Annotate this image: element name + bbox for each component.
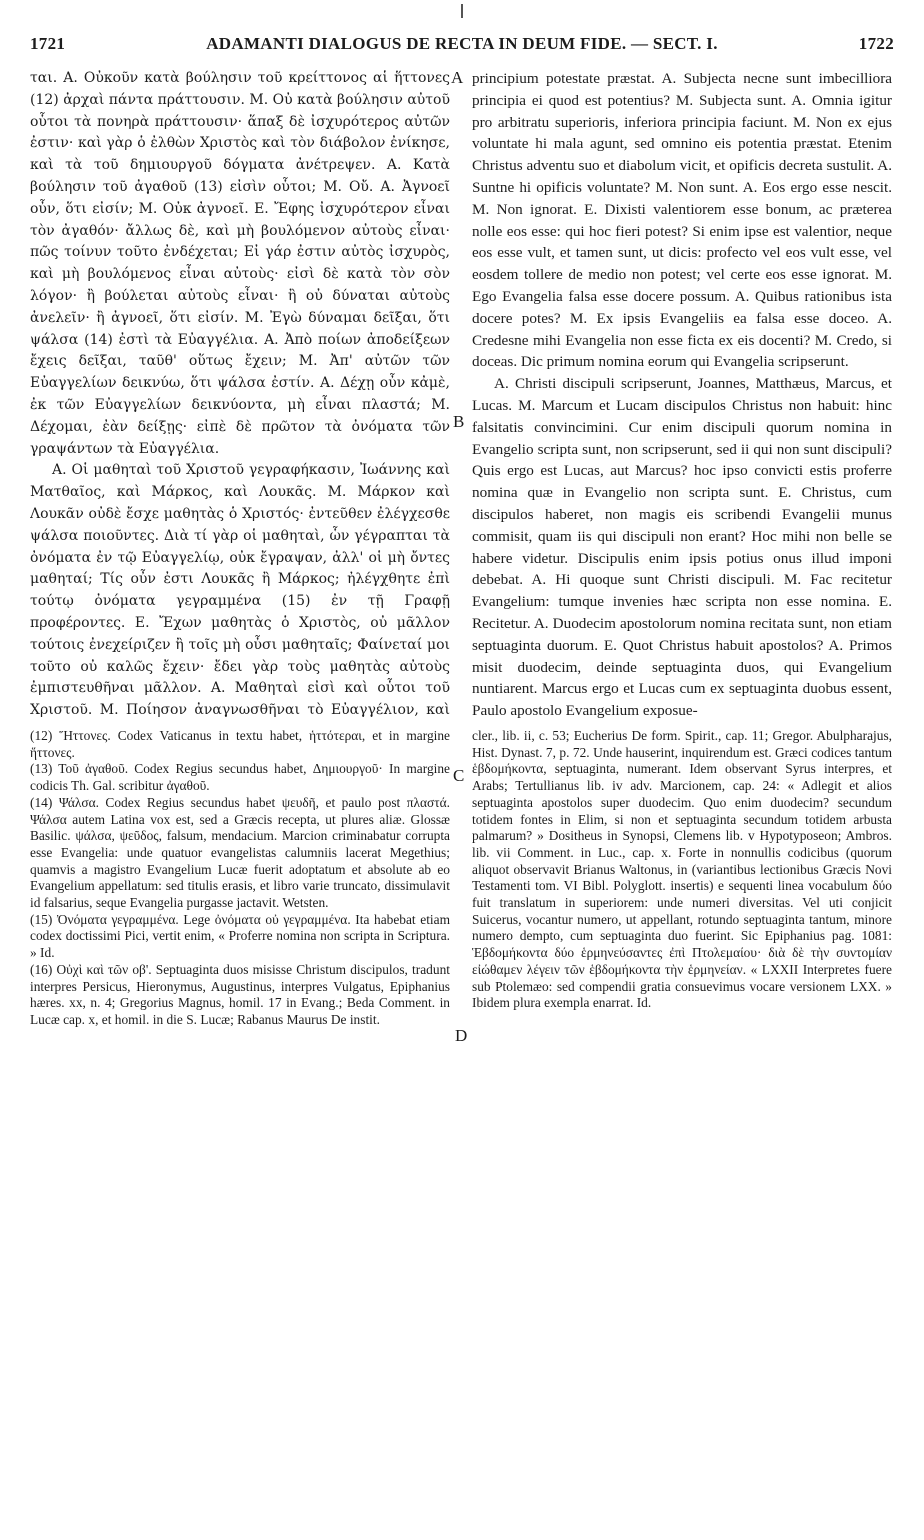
footnotes-right [472,728,892,1528]
margin-letter-b: B [453,412,465,431]
footnote-12: (12) Ἥττονες. Codex Vaticanus in textu habet, ἡττότεραι, et in margine ἥττονες. [30,728,450,760]
footnotes-left [30,728,450,1528]
page-number-left: 1721 [30,34,66,53]
top-rule-mark [461,4,463,18]
running-title: ADAMANTI DIALOGUS DE RECTA IN DEUM FIDE. — SECT. I. [206,34,718,53]
greek-paragraph-2: Α. Οἱ μαθηταὶ τοῦ Χριστοῦ γεγραφήκασιν, Ἰωάννης καὶ Ματθαῖος, καὶ Μάρκος, καὶ Λουκᾶς. Μ. Μάρκον καὶ Λουκᾶν οὐδὲ ἔσχε μαθητὰς ὁ Χριστός· ἐντεῦθεν ἐλέγχεσθε ψάλσα ποιοῦντες. Διὰ τί γὰρ οἱ μαθηταὶ, ὧν γέγραπται τὰ ὀνόματα ἐν τῷ Εὐαγγελίῳ, οὐκ ἔγραψαν, ἀλλ' οἱ μὴ ὄντες μαθηταί; Τίς οὖν ἐστι Λουκᾶς ἢ Μάρκος; ἠλέγχθητε ἐπὶ τούτῳ ὀνόματα γεγραμμένα (15) ἐν τῇ Γραφῇ προφέροντες. Ε. Ἔχων μαθητὰς ὁ Χριστὸς, οὐ μᾶλλον τούτοις ἐνεχείριζεν ἢ τοῖς μὴ οὖσι μαθηταῖς; Φαίνεταί μοι τοῦτο οὐ καλῶς ἔχειν· ἔδει γὰρ τοὺς μαθητὰς αὐτοὺς ἐμπιστευθῆναι μᾶλλον. Α. Μαθηταὶ εἰσὶ καὶ οὗτοι τοῦ Χριστοῦ. Μ. Ποίησον ἀναγνωσθῆναι τὸ Εὐαγγέλιον, καὶ [30,462,450,719]
latin-column [472,68,892,720]
footnote-14: (14) Ψάλσα. Codex Regius secundus habet ψευδῆ, et paulo post πλαστά. Ψάλσα autem Latina vox est, sed a Græcis recepta, ut plures aliæ. Glossæ Basilic. ψάλσα, ψεῦδος, falsum, mendacium. Marcion criminabatur corrupta esse Evangelia: unde quatuor evangelistas calumniis lacerat Megethius; quamvis a magistro Evangelium Lucæ fuerit adoptatum et absolute ab eo Evangelium appellatum: sed titulis erasis, et libro varie truncato, dissimulavit id falsarius, seque Evangelia purgasse jactavit. Wetsten. [30,794,450,911]
margin-letter-a: A [451,68,464,87]
margin-letter-d: D [455,1026,468,1045]
page-number-right: 1722 [858,34,894,53]
running-header [30,34,894,60]
greek-column [30,68,450,720]
footnote-16: (16) Οὐχὶ καὶ τῶν οβ'. Septuaginta duos misisse Christum discipulos, tradunt interpres Persicus, Hieronymus, Augustinus, interpres Vulgatus, Epiphanius hæres. xx, n. 4; Gregorius Magnus, homil. 17 in Evang.; Beda Comment. in Lucæ cap. x, et homil. in die S. Lucæ; Rabanus Maurus De instit. [30,961,450,1027]
margin-letter-c: C [453,766,465,785]
footnote-15: (15) Ὀνόματα γεγραμμένα. Lege ὀνόματα οὐ γεγραμμένα. Ita habebat etiam codex doctissimi Pici, vertit enim, « Proferre nomina non scripta in Scriptura. » Id. [30,911,450,961]
greek-paragraph-1: ται. Α. Οὐκοῦν κατὰ βούλησιν τοῦ κρείττονος αἱ ἥττονες (12) ἀρχαὶ πάντα πράττουσιν. Μ. Οὐ κατὰ βούλησιν αὐτοῦ οὗτοι τὰ πονηρὰ πράττουσιν· ἅπαξ δὲ ἰσχυρότερος αὐτῶν ἐστιν· καὶ γὰρ ὁ ἐλθὼν Χριστὸς καὶ τὸν διάβολον ἐνίκησε, καὶ τὰ τοῦ δημιουργοῦ δόγματα ἀνέτρεψεν. Α. Κατὰ βούλησιν τοῦ ἀγαθοῦ (13) εἰσὶν οὗτοι; Μ. Οὔ. Α. Ἀγνοεῖ οὖν, ὅτι εἰσίν; Μ. Οὐκ ἀγνοεῖ. Ε. Ἔφης ἰσχυρότερον εἶναι τὸν ἀγαθόν· ἄλλως δὲ, καὶ μὴ βουλόμενον αὐτοὺς εἶναι· πῶς τοίνυν τοῦτο ἐνδέχεται; Εἰ γάρ ἐστιν αὐτὸς ἰσχυρὸς, καὶ μὴ βουλόμενος εἶναι αὐτοὺς· εἰσὶ δὲ κατὰ τὸν σὸν λόγον· ἢ βούλεται αὐτοὺς εἶναι· ἢ οὐ δύναται αὐτοὺς ἀνελεῖν· ἢ ἀγνοεῖ, ὅτι εἰσίν. Μ. Ἐγὼ δύναμαι δεῖξαι, ὅτι ψάλσα (14) ἐστὶ τὰ Εὐαγγέλια. Α. Ἀπὸ ποίων ἀποδείξεων ἔχεις δεῖξαι, ταῦθ' οὕτως ἔχειν; Μ. Ἀπ' αὐτῶν τῶν Εὐαγγελίων δεικνύω, ὅτι ψάλσα ἐστίν. Α. Δέχῃ οὖν κἀμὲ, ἐκ τῶν Εὐαγγελίων δεικνύοντα, μὴ εἶναι πλαστά; Μ. Δέχομαι, ἐὰν δείξῃς· εἰπὲ δὲ πρῶτον τὰ ὀνόματα τῶν γραψάντων τὰ Εὐαγγέλια. [30,70,450,457]
footnote-16-continued: cler., lib. ii, c. 53; Eucherius De form. Spirit., cap. 11; Gregor. Abulpharajus, Hist. Dynast. 7, p. 72. Unde hauserint, inquirendum est. Græci codices tantum ἑβδομήκοντα, septuaginta, numerant. Idem observant Syrus interpres, et Arabs; Tertullianus lib. iv adv. Marcionem, cap. 24: « Adlegit et alios septuaginta apostolos super duodecim. Quo enim duodecim? secundum totidem fontes in Elim, si non et septuaginta secundum totidem arbusta palmarum? » Dositheus in Synopsi, Clemens lib. v Hypotyposeon; Ambros. lib. vii Comment. in Luc., cap. x. Forte in nonnullis codicibus (quorum aliquot observavit Brianus Waltonus, in (variantibus lectionibus Græcis Novi Testamenti tom. VI Bibl. Polyglott. insertis) e sequenti linea vocabulum δύο fuit translatum in superiorem: unde numeri diversitas. Vel uti conjicit Suicerus, vocantur numero, ut appellant, rotundo septuaginta tantum, minore numero dempto, cum septuaginta duo fuerint. Sic Epiphanius pag. 1081: Ἑβδομήκοντα δύο ἑρμηνεύσαντες ἐπὶ Πτολεμαίου· διὰ δὲ τὴν συντομίαν εἰώθαμεν λέγειν τῶν ἑβδομήκοντα τὴν ἑρμηνείαν. « LXXII Interpretes fuere sub Ptolemæo: sed compendii gratia consuevimus vocare versionem LXX. » Ibidem plura exempla enarrat. Id. [472,728,892,1011]
latin-paragraph-1: principium potestate præstat. A. Subjecta necne sunt imbecilliora principia ei quod est potentius? M. Subjecta sunt. A. Omnia igitur pro arbitratu superioris, inferiora principia faciunt. M. Non ex ejus voluntate hi mala agunt, sed omnino eis potentia præstat. Etenim Christus adventu suo et diabolum vicit, et opificis decreta sustulit. A. Suntne hi opificis voluntate? M. Non sunt. A. Eos ergo esse nescit. M. Non ignorat. E. Dixisti valentiorem esse bonum, ac præterea nolle eos esse: qui hoc fieri potest? Si enim ipse est valentior, neque eos esse vult, et tamen sunt, ut dicis: profecto vel eos vult esse, vel eosdem tollere de medio non potest; vel certe eos esse ignorat. M. Ego Evangelia falsa esse docere possum. A. Quibus rationibus ista docere potes? M. Ex ipsis Evangeliis ea falsa esse doceo. A. Credesne mihi Evangelia non esse ficta ex eis docenti? M. Credo, si doceas. Dic primum nomina eorum qui Evangelia scripserunt. [472,70,892,371]
latin-paragraph-2: A. Christi discipuli scripserunt, Joannes, Matthæus, Marcus, et Lucas. M. Marcum et Lucam discipulos Christus non habuit: hinc falsitatis convincimini. Cur enim discipuli quorum nomina in Evangelio scripta sunt, non scripserunt, sed ii qui non sunt discipuli? Quis ergo est Lucas, aut Marcus? hoc ipso convicti estis proferre nomina quæ in Evangelio non scripta sunt. E. Christus, cum discipulos haberet, non magis eis scribendi Evangelii munus commisit, quam iis qui discipuli non erant? Hoc mihi non belle se habere videtur. Discipulis enim ipsis potius onus illud imponi debebat. A. Hi quoque sunt Christi discipuli. M. Fac recitetur Evangelium: tumque invenies hæc scripta non esse nomina. E. Recitetur. A. Duodecim apostolorum nomina recitata sunt, non etiam septuaginta duorum. E. Quot Christus habuit apostolos? A. Primos misit duodecim, deinde septuaginta duos, qui Evangelium nuntiarent. Marcus ergo et Lucas cum ex septuaginta duobus essent, Paulo apostolo Evangelium exposue- [472,375,892,720]
footnote-13: (13) Τοῦ ἀγαθοῦ. Codex Regius secundus habet, Δημιουργοῦ· In margine codicis Th. Gal. scribitur ἀγαθοῦ. [30,761,450,794]
